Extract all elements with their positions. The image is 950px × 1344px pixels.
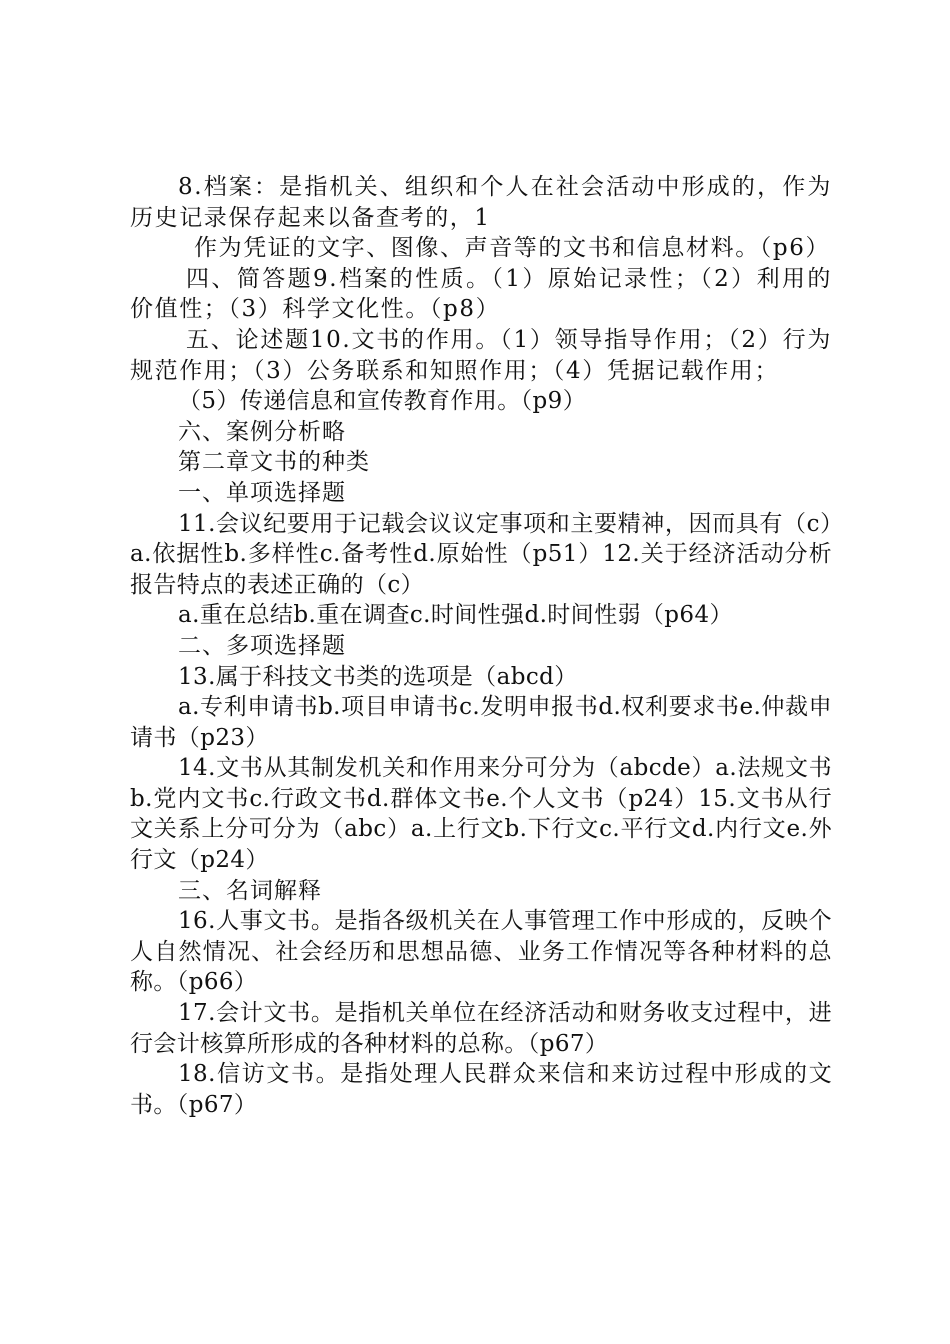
paragraph-8-archive-definition-cont: 作为凭证的文字、图像、声音等的文书和信息材料。（p6） [194,235,831,262]
paragraph-10-essay: 五、论述题10.文书的作用。（1）领导指导作用；（2）行为规范作用；（3）公务联系和知照作用；（4）凭据记载作用； [130,326,832,384]
section-heading-term-explanation: 三、名词解释 [178,877,322,904]
paragraph-9-short-answer: 四、简答题9.档案的性质。（1）原始记录性；（2）利用的价值性；（3）科学文化性。（p8） [130,265,832,323]
section-heading-case-analysis: 六、案例分析略 [178,418,346,445]
paragraph-11-12-questions: 11.会议纪要用于记载会议议定事项和主要精神，因而具有（c）a.依据性b.多样性c.备考性d.原始性（p51）12.关于经济活动分析报告特点的表述正确的（c） [130,510,832,598]
paragraph-14-15-questions: 14.文书从其制发机关和作用来分可分为（abcde）a.法规文书b.党内文书c.行政文书d.群体文书e.个人文书（p24）15.文书从行文关系上分可分为（abc）a.上行文b.下行文c.平行文d.内行文e.外行文（p24） [130,755,832,874]
paragraph-12-options: a.重在总结b.重在调查c.时间性强d.时间性弱（p64） [178,602,733,629]
paragraph-17-accounting-documents: 17.会计文书。是指机关单位在经济活动和财务收支过程中，进行会计核算所形成的各种材料的总称。（p67） [130,1000,832,1057]
paragraph-13-question: 13.属于科技文书类的选项是（abcd） [178,663,578,690]
paragraph-16-personnel-documents: 16.人事文书。是指各级机关在人事管理工作中形成的，反映个人自然情况、社会经历和思想品德、业务工作情况等各种材料的总称。（p66） [130,908,832,996]
paragraph-8-archive-definition: 8.档案：是指机关、组织和个人在社会活动中形成的，作为历史记录保存起来以备查考的，1 [130,174,832,231]
section-heading-multiple-choice: 二、多项选择题 [178,632,346,659]
chapter-heading-2: 第二章文书的种类 [178,449,370,476]
section-heading-single-choice: 一、单项选择题 [178,479,346,506]
paragraph-10-essay-cont: （5）传递信息和宣传教育作用。（p9） [178,388,587,415]
paragraph-18-petition-documents: 18.信访文书。是指处理人民群众来信和来访过程中形成的文书。（p67） [130,1061,832,1118]
paragraph-13-options: a.专利申请书b.项目申请书c.发明申报书d.权利要求书e.仲裁申请书（p23） [130,694,832,751]
document-body [130,172,832,1120]
